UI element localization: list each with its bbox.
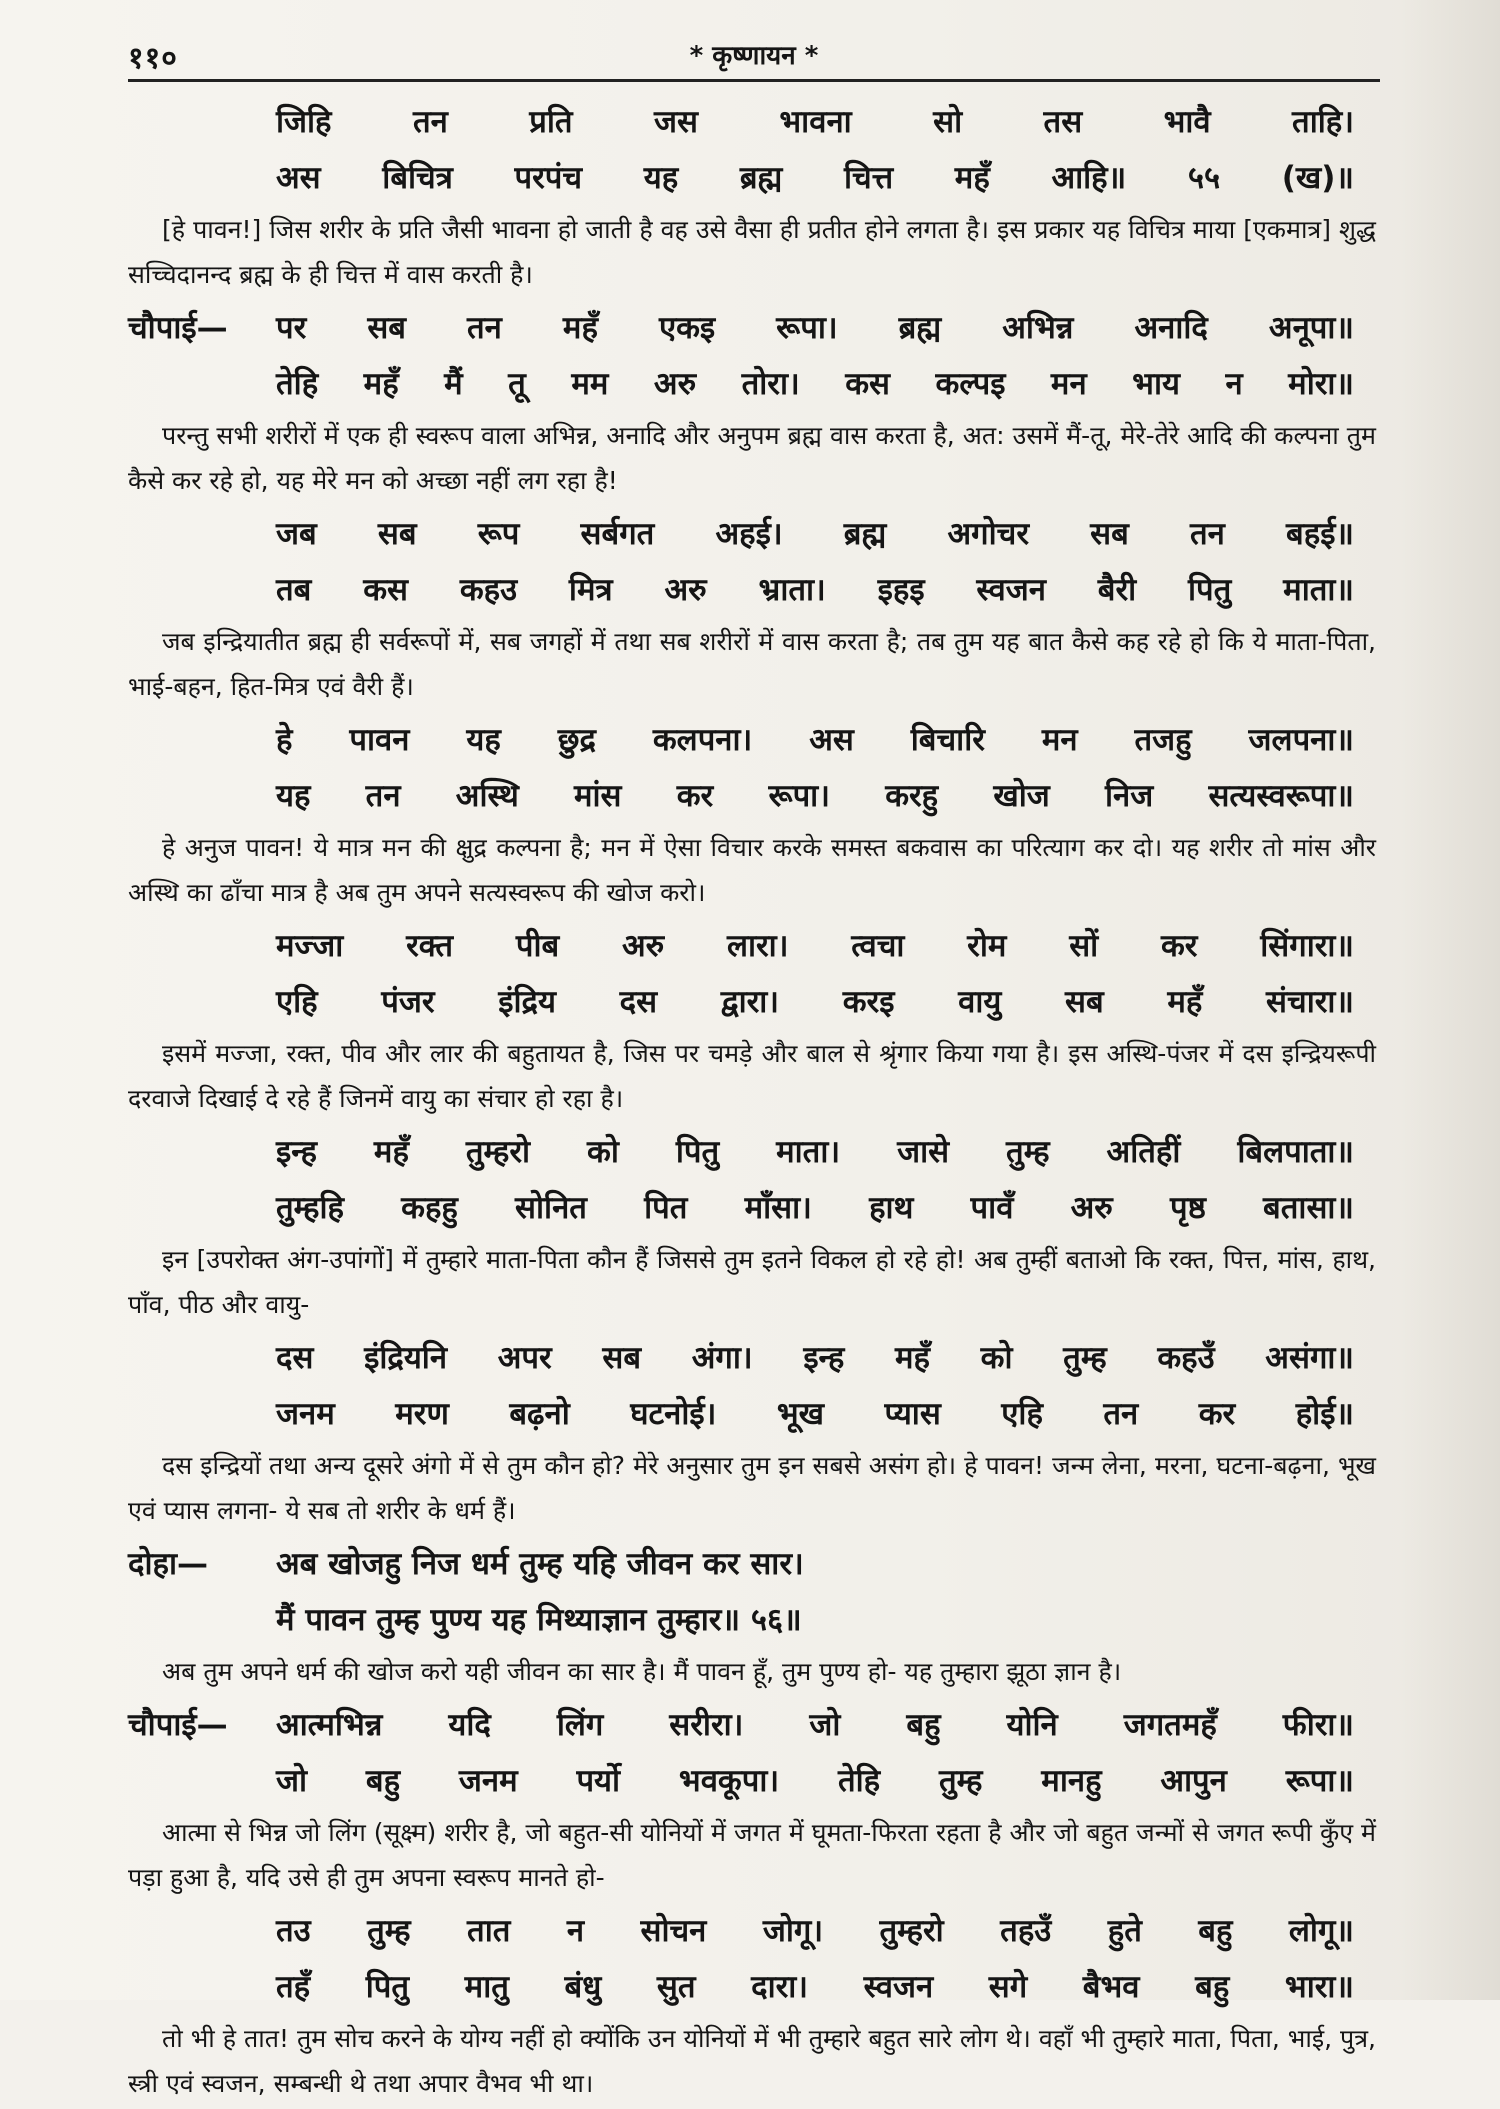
verse-line bbox=[128, 562, 1380, 618]
verse-label: चौपाई— bbox=[128, 310, 228, 346]
running-title: * कृष्णायन * bbox=[689, 41, 819, 71]
verse-line bbox=[128, 506, 1380, 562]
verse-line bbox=[128, 1330, 1380, 1386]
verse-text: इन्ह महँ तुम्हरो को पितु माता। जासे तुम्ह अतिहीं बिलपाता॥ bbox=[276, 1134, 1354, 1170]
verse-text: तुम्हहि कहहु सोनित पित माँसा। हाथ पावँ अरु पृष्ठ बतासा॥ bbox=[276, 1190, 1354, 1226]
verse-line bbox=[128, 1536, 1380, 1592]
verse-line bbox=[128, 1753, 1380, 1809]
header-rule bbox=[128, 79, 1380, 82]
page-number: ११० bbox=[128, 41, 178, 76]
verse-line bbox=[128, 1592, 1380, 1648]
verse-line bbox=[128, 712, 1380, 768]
verse-line bbox=[128, 150, 1380, 206]
prose-translation: परन्तु सभी शरीरों में एक ही स्वरूप वाला अभिन्न, अनादि और अनुपम ब्रह्म वास करता है, अत: उसमें मैं-तू, मेरे-तेरे आदि की कल्पना तुम कैसे कर रहे हो, यह मेरे मन को अच्छा नहीं लग रहा है! bbox=[128, 421, 1376, 495]
verse-text: दस इंद्रियनि अपर सब अंगा। इन्ह महँ को तुम्ह कहउँ असंगा॥ bbox=[276, 1340, 1354, 1376]
verse-line bbox=[128, 1959, 1380, 2015]
verse-text: तहँ पितु मातु बंधु सुत दारा। स्वजन सगे बैभव बहु भारा॥ bbox=[276, 1969, 1354, 2005]
prose-translation: तो भी हे तात! तुम सोच करने के योग्य नहीं हो क्योंकि उन योनियों में भी तुम्हारे बहुत सारे लोग थे। वहाँ भी तुम्हारे माता, पिता, भाई, पुत्र, स्त्री एवं स्वजन, सम्बन्धी थे तथा अपार वैभव भी था। bbox=[128, 2024, 1376, 2098]
verse-text: जो बहु जनम पर्यो भवकूपा। तेहि तुम्ह मानहु आपुन रूपा॥ bbox=[276, 1763, 1354, 1799]
prose-translation: दस इन्द्रियों तथा अन्य दूसरे अंगो में से तुम कौन हो? मेरे अनुसार तुम इन सबसे असंग हो। हे पावन! जन्म लेना, मरना, घटना-बढ़ना, भूख एवं प्यास लगना- ये सब तो शरीर के धर्म हैं। bbox=[128, 1451, 1376, 1525]
verse-text: तेहि महँ मैं तू मम अरु तोरा। कस कल्पइ मन भाय न मोरा॥ bbox=[276, 366, 1354, 402]
verse-text: अब खोजहु निज धर्म तुम्ह यहि जीवन कर सार। bbox=[276, 1546, 804, 1582]
verse-text: अस बिचित्र परपंच यह ब्रह्म चित्त महँ आहि॥ ५५ (ख)॥ bbox=[276, 160, 1354, 196]
prose-translation: इन [उपरोक्त अंग-उपांगों] में तुम्हारे माता-पिता कौन हैं जिससे तुम इतने विकल हो रहे हो! अब तुम्हीं बताओ कि रक्त, पित्त, मांस, हाथ, पाँव, पीठ और वायु- bbox=[128, 1245, 1376, 1319]
verse-line bbox=[128, 918, 1380, 974]
verse-line bbox=[128, 1124, 1380, 1180]
prose-translation: [हे पावन!] जिस शरीर के प्रति जैसी भावना हो जाती है वह उसे वैसा ही प्रतीत होने लगता है। इस प्रकार यह विचित्र माया [एकमात्र] शुद्ध सच्चिदानन्द ब्रह्म के ही चित्त में वास करती है। bbox=[128, 215, 1376, 289]
verse-label: दोहा— bbox=[128, 1546, 208, 1582]
verse-line bbox=[128, 1697, 1380, 1753]
verse-line bbox=[128, 768, 1380, 824]
verse-text: तब कस कहउ मित्र अरु भ्राता। इहइ स्वजन बैरी पितु माता॥ bbox=[276, 572, 1354, 608]
verse-line bbox=[128, 356, 1380, 412]
verse-line bbox=[128, 94, 1380, 150]
verse-text: हे पावन यह छुद्र कलपना। अस बिचारि मन तजहु जलपना॥ bbox=[276, 722, 1354, 758]
prose-translation: हे अनुज पावन! ये मात्र मन की क्षुद्र कल्पना है; मन में ऐसा विचार करके समस्त बकवास का परित्याग कर दो। यह शरीर तो मांस और अस्थि का ढाँचा मात्र है अब तुम अपने सत्यस्वरूप की खोज करो। bbox=[128, 833, 1376, 907]
prose-translation: आत्मा से भिन्न जो लिंग (सूक्ष्म) शरीर है, जो बहुत-सी योनियों में जगत में घूमता-फिरता रहता है और जो बहुत जन्मों से जगत रूपी कुँए में पड़ा हुआ है, यदि उसे ही तुम अपना स्वरूप मानते हो- bbox=[128, 1818, 1376, 1892]
verse-text: जिहि तन प्रति जस भावना सो तस भावै ताहि। bbox=[276, 104, 1354, 140]
verse-line bbox=[128, 974, 1380, 1030]
verse-line bbox=[128, 1180, 1380, 1236]
page-header bbox=[128, 30, 1380, 80]
prose-translation: अब तुम अपने धर्म की खोज करो यही जीवन का सार है। मैं पावन हूँ, तुम पुण्य हो- यह तुम्हारा झूठा ज्ञान है। bbox=[162, 1657, 1122, 1686]
verse-line bbox=[128, 300, 1380, 356]
verse-text: तउ तुम्ह तात न सोचन जोगू। तुम्हरो तहउँ हुते बहु लोगू॥ bbox=[276, 1913, 1354, 1949]
verse-text: पर सब तन महँ एकइ रूपा। ब्रह्म अभिन्न अनादि अनूपा॥ bbox=[276, 310, 1354, 346]
prose-translation: जब इन्द्रियातीत ब्रह्म ही सर्वरूपों में, सब जगहों में तथा सब शरीरों में वास करता है; तब तुम यह बात कैसे कह रहे हो कि ये माता-पिता, भाई-बहन, हित-मित्र एवं वैरी हैं। bbox=[128, 627, 1376, 701]
verse-text: यह तन अस्थि मांस कर रूपा। करहु खोज निज सत्यस्वरूपा॥ bbox=[276, 778, 1354, 814]
verse-text: मैं पावन तुम्ह पुण्य यह मिथ्याज्ञान तुम्हार॥ ५६॥ bbox=[276, 1602, 802, 1638]
verse-text: जनम मरण बढ़नो घटनोई। भूख प्यास एहि तन कर होई॥ bbox=[276, 1396, 1354, 1432]
verse-text: एहि पंजर इंद्रिय दस द्वारा। करइ वायु सब महँ संचारा॥ bbox=[276, 984, 1354, 1020]
prose-translation: इसमें मज्जा, रक्त, पीव और लार की बहुतायत है, जिस पर चमड़े और बाल से श्रृंगार किया गया है। इस अस्थि-पंजर में दस इन्द्रियरूपी दरवाजे दिखाई दे रहे हैं जिनमें वायु का संचार हो रहा है। bbox=[128, 1039, 1376, 1113]
verse-label: चौपाई— bbox=[128, 1707, 228, 1743]
verse-text: मज्जा रक्त पीब अरु लारा। त्वचा रोम सों कर सिंगारा॥ bbox=[276, 928, 1354, 964]
page-body bbox=[128, 94, 1380, 2109]
verse-line bbox=[128, 1903, 1380, 1959]
verse-text: जब सब रूप सर्बगत अहई। ब्रह्म अगोचर सब तन बहई॥ bbox=[276, 516, 1354, 552]
verse-line bbox=[128, 1386, 1380, 1442]
verse-text: आत्मभिन्न यदि लिंग सरीरा। जो बहु योनि जगतमहँ फीरा॥ bbox=[276, 1707, 1354, 1743]
